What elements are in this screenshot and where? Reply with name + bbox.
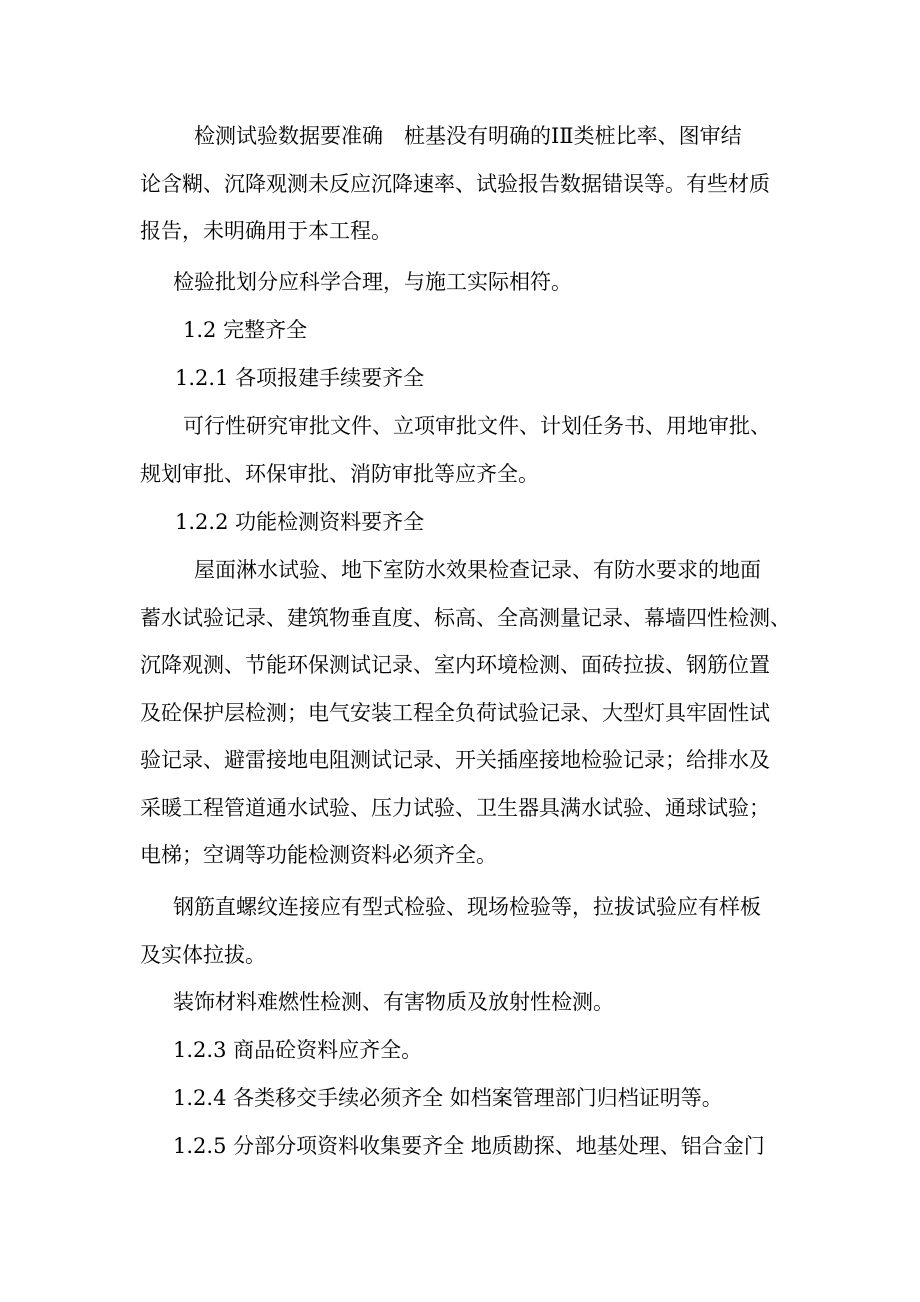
- section-heading: 1.2.4 各类移交手续必须齐全 如档案管理部门归档证明等。: [173, 1086, 723, 1110]
- paragraph-approval-documents: [140, 403, 790, 498]
- text-line: 及实体拉拔。: [140, 942, 266, 967]
- text-line: 报告，未明确用于本工程。: [140, 219, 392, 243]
- text-line: 检测试验数据要准确 桩基没有明确的ⅠⅡ类桩比率、图审结: [194, 124, 742, 148]
- section-heading: 1.2.3 商品砼资料应齐全。: [173, 1038, 423, 1062]
- text-line: 沉降观测、节能环保测试记录、室内环境检测、面砖拉拔、钢筋位置: [140, 653, 770, 677]
- text-line: 可行性研究审批文件、立项审批文件、计划任务书、用地审批、: [183, 414, 771, 438]
- text-line: 论含糊、沉降观测未反应沉降速率、试验报告数据错误等。有些材质: [140, 171, 770, 196]
- section-heading: 1.2.2 功能检测资料要齐全: [175, 510, 425, 534]
- text-line: 蓄水试验记录、建筑物垂直度、标高、全高测量记录、幕墙四性检测、: [140, 605, 791, 630]
- heading-1-2: [140, 307, 790, 355]
- section-heading: 1.2.1 各项报建手续要齐全: [175, 366, 425, 390]
- paragraph-decorative-materials: [140, 979, 790, 1027]
- text-line: 电梯；空调等功能检测资料必须齐全。: [140, 843, 497, 867]
- text-line: 及砼保护层检测；电气安装工程全负荷试验记录、大型灯具牢固性试: [140, 700, 770, 725]
- section-heading: 1.2.5 分部分项资料收集要齐全 地质勘探、地基处理、铝合金门: [173, 1134, 765, 1158]
- paragraph-rebar-connection: [140, 884, 790, 979]
- text-line: 规划审批、环保审批、消防审批等应齐全。: [140, 461, 539, 486]
- paragraph-inspection-batch: [140, 259, 790, 307]
- heading-1-2-4: [140, 1075, 790, 1123]
- heading-1-2-3: [140, 1027, 790, 1075]
- text-line: 验记录、避雷接地电阻测试记录、开关插座接地检验记录；给排水及: [140, 748, 770, 772]
- paragraph-data-accuracy: [140, 113, 790, 256]
- text-line: 采暖工程管道通水试验、压力试验、卫生器具满水试验、通球试验；: [140, 795, 770, 820]
- text-line: 屋面淋水试验、地下室防水效果检查记录、有防水要求的地面: [194, 558, 761, 582]
- text-line: 装饰材料难燃性检测、有害物质及放射性检测。: [173, 990, 614, 1014]
- section-heading: 1.2 完整齐全: [183, 318, 308, 342]
- heading-1-2-5: [140, 1123, 790, 1171]
- text-line: 钢筋直螺纹连接应有型式检验、现场检验等，拉拔试验应有样板: [173, 895, 761, 919]
- text-line: 检验批划分应科学合理，与施工实际相符。: [173, 270, 572, 294]
- heading-1-2-2: [140, 499, 790, 547]
- paragraph-function-tests: [140, 547, 790, 880]
- heading-1-2-1: [140, 355, 790, 403]
